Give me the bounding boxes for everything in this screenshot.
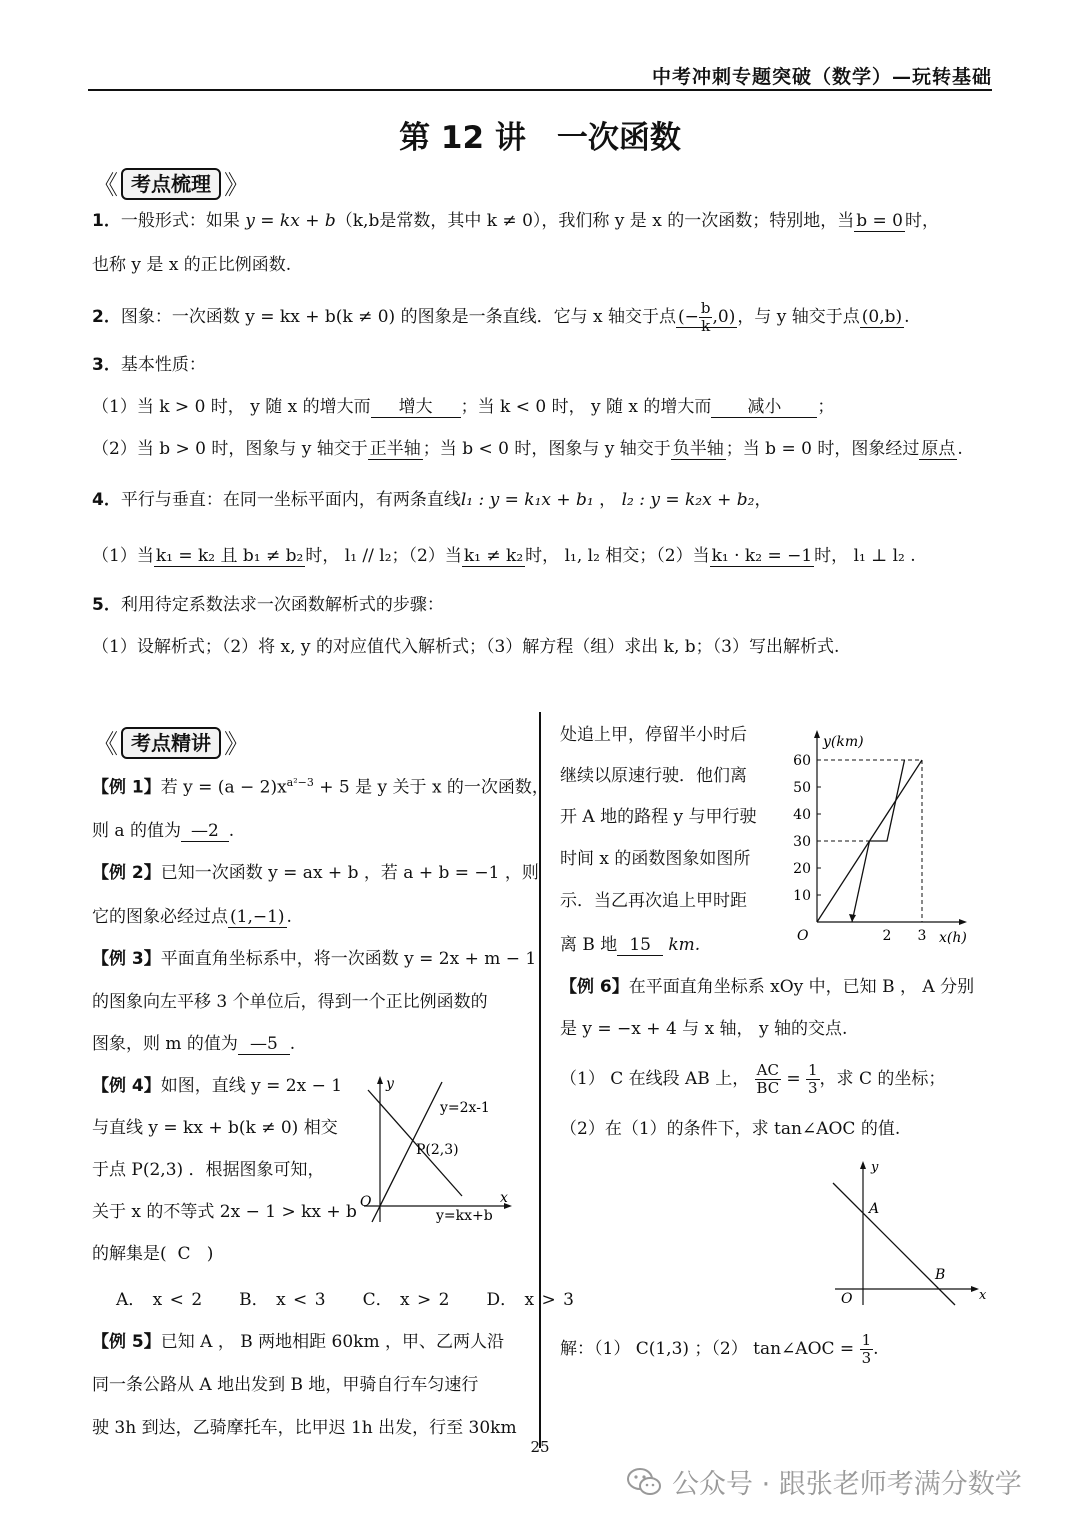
- y-axis-title: y(km): [823, 734, 864, 750]
- example-4-line-4: 关于 x 的不等式 2x − 1 > kx + b: [92, 1202, 357, 1222]
- example-4-options: [116, 1287, 574, 1313]
- point-3-item-1: （1）当 k > 0 时， y 随 x 的增大而 增大 ；当 k < 0 时， y 随 x 的增大而 减小 ；: [92, 397, 835, 417]
- example-4-figure: [350, 1070, 520, 1230]
- line-ab: [833, 1183, 955, 1305]
- example-5-line-3: 驶 3h 到达，乙骑摩托车，比甲迟 1h 出发，行至 30km: [92, 1418, 517, 1438]
- example-4-line-5: 的解集是( C ): [92, 1244, 214, 1264]
- option-d: D． x > 3: [486, 1290, 574, 1310]
- point-a-label: A: [869, 1201, 880, 1217]
- origin-label: O: [841, 1291, 853, 1307]
- y-tick-label: 40: [793, 807, 811, 823]
- example-4-line-1: 【例 4】如图，直线 y = 2x − 1: [92, 1076, 343, 1096]
- point-5-item: （1）设解析式；（2）将 x, y 的对应值代入解析式；（3）解方程（组）求出 k, b；（3）写出解析式.: [92, 637, 840, 657]
- y-axis-arrow-icon: [860, 1161, 866, 1169]
- point-b-label: B: [935, 1267, 946, 1283]
- y-tick-label: 50: [793, 780, 811, 796]
- example-2-line-1: 【例 2】已知一次函数 y = ax + b ，若 a + b = −1 ，则: [92, 863, 539, 883]
- header-title: 中考冲刺专题突破（数学）—玩转基础: [651, 66, 992, 88]
- y-axis-arrow-icon: [377, 1076, 383, 1084]
- example-6-question-2: （2）在（1）的条件下，求 tan∠AOC 的值.: [560, 1119, 901, 1139]
- example-6-line-2: 是 y = −x + 4 与 x 轴， y 轴的交点.: [560, 1019, 848, 1039]
- origin-label: O: [360, 1194, 372, 1210]
- option-c: C． x > 2: [362, 1290, 450, 1310]
- point-p-label: P(2,3): [416, 1142, 459, 1158]
- point-4-title: 4．平行与垂直：在同一坐标平面内，有两条直线l₁ : y = k₁x + b₁ ， l₂ : y = k₂x + b₂，: [92, 490, 772, 510]
- point-3-title: 3．基本性质：: [92, 355, 206, 375]
- point-3-item-2: （2）当 b > 0 时，图象与 y 轴交于 正半轴 ；当 b < 0 时，图象与 y 轴交于 负半轴 ；当 b = 0 时，图象经过 原点 .: [92, 439, 963, 459]
- example-5-line-2: 同一条公路从 A 地出发到 B 地，甲骑自行车匀速行: [92, 1375, 479, 1395]
- example-5-line-5: 继续以原速行驶．他们离: [560, 766, 747, 786]
- example-1-line-2: 则 a 的值为 —2 .: [92, 821, 235, 841]
- double-angle-left-icon: 《: [92, 171, 119, 201]
- x-axis-title: x(h): [939, 930, 967, 946]
- line-label-1: y=2x-1: [440, 1100, 490, 1116]
- y-axis-label: y: [871, 1160, 879, 1175]
- header-rule: [88, 89, 992, 91]
- example-5-line-9: 离 B 地 15 km.: [560, 935, 701, 955]
- x-axis-label: x: [979, 1288, 987, 1303]
- example-3-line-1: 【例 3】平面直角坐标系中，将一次函数 y = 2x + m − 1: [92, 949, 537, 969]
- point-1-line-2: 也称 y 是 x 的正比例函数.: [92, 255, 292, 275]
- y-tick-label: 20: [793, 861, 811, 877]
- y-tick-label: 30: [793, 834, 811, 850]
- example-5-line-1: 【例 5】已知 A ， B 两地相距 60km ，甲、乙两人沿: [92, 1332, 504, 1352]
- example-5-line-4: 处追上甲，停留半小时后: [560, 725, 747, 745]
- example-6-figure: [825, 1155, 995, 1315]
- point-4-item: （1）当 k₁ = k₂ 且 b₁ ≠ b₂ 时， l₁ // l₂；（2）当 k₁ ≠ k₂ 时， l₁, l₂ 相交；（2）当 k₁ · k₂ = −1 时， l₁ ⊥ l₂ .: [92, 546, 916, 566]
- wechat-icon: [626, 1467, 662, 1497]
- example-5-chart: [785, 722, 975, 950]
- section-heading-examples: [92, 724, 250, 761]
- y-tick-label: 60: [793, 753, 811, 769]
- series-2-start-arrow-icon: [849, 914, 856, 922]
- section-label: 考点梳理: [121, 168, 221, 200]
- y-tick-label: 10: [793, 888, 811, 904]
- double-angle-left-icon: 《: [92, 730, 119, 760]
- double-angle-right-icon: 》: [224, 171, 251, 201]
- point-5-title: 5．利用待定系数法求一次函数解析式的步骤：: [92, 595, 444, 615]
- point-1-line-1: 1．一般形式：如果 y = kx + b（k,b是常数，其中 k ≠ 0），我们称 y 是 x 的一次函数；特别地，当 b = 0 时，: [92, 211, 939, 231]
- example-6-line-1: 【例 6】在平面直角坐标系 xOy 中，已知 B ， A 分别: [560, 977, 975, 997]
- double-angle-right-icon: 》: [224, 730, 251, 760]
- example-4-line-2: 与直线 y = kx + b(k ≠ 0) 相交: [92, 1118, 338, 1138]
- x-tick-label: 3: [917, 928, 927, 944]
- page-number: 25: [530, 1438, 550, 1456]
- example-3-line-2: 的图象向左平移 3 个单位后，得到一个正比例函数的: [92, 992, 488, 1012]
- example-5-line-7: 时间 x 的函数图象如图所: [560, 849, 751, 869]
- column-divider: [539, 712, 541, 1448]
- section-heading-review: [92, 165, 250, 202]
- example-5-line-6: 开 A 地的路程 y 与甲行驶: [560, 807, 757, 827]
- example-4-line-3: 于点 P(2,3) ．根据图象可知，: [92, 1160, 325, 1180]
- x-axis-arrow-icon: [971, 1286, 979, 1292]
- x-tick-label: 2: [882, 928, 892, 944]
- example-1-line-1: 【例 1】若 $y = (a - 2)x^{a^2-3} + 5$ 是 y 关于 x 的一次函数，: [92, 776, 549, 798]
- option-b: B． x < 3: [239, 1290, 326, 1310]
- x-axis-label: x: [500, 1190, 508, 1206]
- example-2-line-2: 它的图象必经过点 (1,−1) .: [92, 907, 292, 927]
- lecture-title: 第 12 讲 一次函数: [399, 120, 681, 156]
- example-6-solution: 解：（1） C(1,3) ；（2） tan∠AOC = $\frac{1}{3}$ .: [560, 1331, 879, 1367]
- example-6-question-1: （1） C 在线段 AB 上， $\frac{AC}{BC}$ = $\frac{1}{3}$ ，求 C 的坐标；: [560, 1061, 946, 1097]
- option-a: A． x < 2: [116, 1290, 203, 1310]
- example-5-line-8: 示．当乙再次追上甲时距: [560, 891, 747, 911]
- y-axis-label: y: [386, 1076, 394, 1092]
- watermark-text: 公众号 · 跟张老师考满分数学: [672, 1469, 1022, 1500]
- origin-label: O: [797, 928, 809, 944]
- x-axis-arrow-icon: [959, 919, 967, 925]
- line-label-2: y=kx+b: [436, 1208, 493, 1224]
- y-axis-arrow-icon: [814, 730, 820, 738]
- watermark: [626, 1462, 1022, 1501]
- example-3-line-3: 图象，则 m 的值为 —5 .: [92, 1034, 296, 1054]
- section-label: 考点精讲: [121, 727, 221, 759]
- point-2: 2．图象：一次函数 y = kx + b(k ≠ 0) 的图象是一条直线．它与 x 轴交于点 (− $\frac{b}{k}$ ,0) ，与 y 轴交于点 (0,b) .: [92, 299, 910, 335]
